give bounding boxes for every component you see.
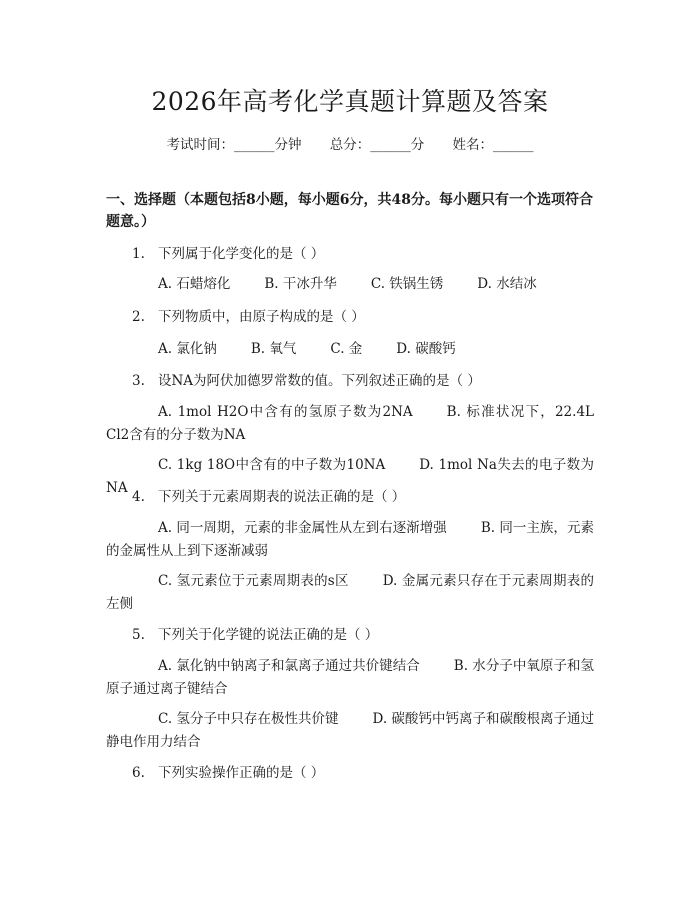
- option-a: A. 同一周期，元素的非金属性从左到右逐渐增强: [158, 520, 447, 536]
- option-d: D. 1mol Na失去的电子数为NA: [106, 457, 594, 496]
- question-text: 设NA为阿伏加德罗常数的值。下列叙述正确的是（ ）: [158, 373, 481, 389]
- exam-time: 考试时间：______分钟: [166, 137, 302, 153]
- question-5-options-cd: [106, 708, 594, 754]
- question-1: [132, 243, 324, 265]
- question-3-options-ab: [106, 401, 594, 447]
- question-number: 5.: [132, 627, 145, 643]
- question-5: [132, 624, 378, 646]
- option-d: D. 金属元素只存在于元素周期表的左侧: [106, 573, 594, 612]
- question-2-options: [158, 338, 490, 360]
- page-title: 2026年高考化学真题计算题及答案: [151, 87, 549, 116]
- option-a: A. 石蜡熔化: [158, 276, 231, 292]
- question-4: [132, 486, 405, 508]
- option-d: D. 水结冰: [477, 276, 537, 292]
- question-text: 下列关于化学键的说法正确的是（ ）: [158, 627, 379, 643]
- option-c: C. 1kg 18O中含有的中子数为10NA: [158, 457, 386, 473]
- section-heading: 一、选择题（本题包括8小题，每小题6分，共48分。每小题只有一个选项符合题意。）: [106, 192, 593, 230]
- option-a: A. 氯化钠中钠离子和氯离子通过共价键结合: [158, 658, 420, 674]
- question-4-options-cd: [106, 570, 594, 616]
- question-text: 下列实验操作正确的是（ ）: [158, 765, 325, 781]
- question-2: [132, 306, 365, 328]
- question-4-options-ab: [106, 517, 594, 563]
- question-number: 6.: [132, 765, 145, 781]
- option-d: D. 碳酸钙中钙离子和碳酸根离子通过静电作用力结合: [106, 711, 594, 750]
- question-text: 下列关于元素周期表的说法正确的是（ ）: [158, 489, 406, 505]
- option-c: C. 氢分子中只存在极性共价键: [158, 711, 339, 727]
- option-c: C. 铁锅生锈: [370, 276, 444, 292]
- option-b: B. 氧气: [250, 341, 297, 357]
- question-1-options: [158, 273, 571, 295]
- question-number: 1.: [132, 246, 145, 262]
- question-text: 下列物质中，由原子构成的是（ ）: [158, 309, 365, 325]
- option-b: B. 同一主族，元素的金属性从上到下逐渐减弱: [106, 520, 594, 559]
- option-a: A. 1mol H2O中含有的氢原子数为2NA: [158, 404, 413, 420]
- option-b: B. 干冰升华: [264, 276, 337, 292]
- question-number: 2.: [132, 309, 145, 325]
- question-3: [132, 370, 481, 392]
- student-name: 姓名：______: [452, 137, 534, 153]
- option-d: D. 碳酸钙: [396, 341, 456, 357]
- option-a: A. 氯化钠: [158, 341, 217, 357]
- question-number: 4.: [132, 489, 145, 505]
- question-number: 3.: [132, 373, 145, 389]
- option-c: C. 氢元素位于元素周期表的s区: [158, 573, 349, 589]
- option-c: C. 金: [330, 341, 363, 357]
- question-6: [132, 762, 324, 784]
- exam-meta: [0, 133, 700, 153]
- option-b: B. 标准状况下，22.4L Cl2含有的分子数为NA: [106, 404, 594, 443]
- exam-total-score: 总分：______分: [329, 137, 425, 153]
- question-5-options-ab: [106, 655, 594, 701]
- option-b: B. 水分子中氧原子和氢原子通过离子键结合: [106, 658, 594, 697]
- question-text: 下列属于化学变化的是（ ）: [158, 246, 325, 262]
